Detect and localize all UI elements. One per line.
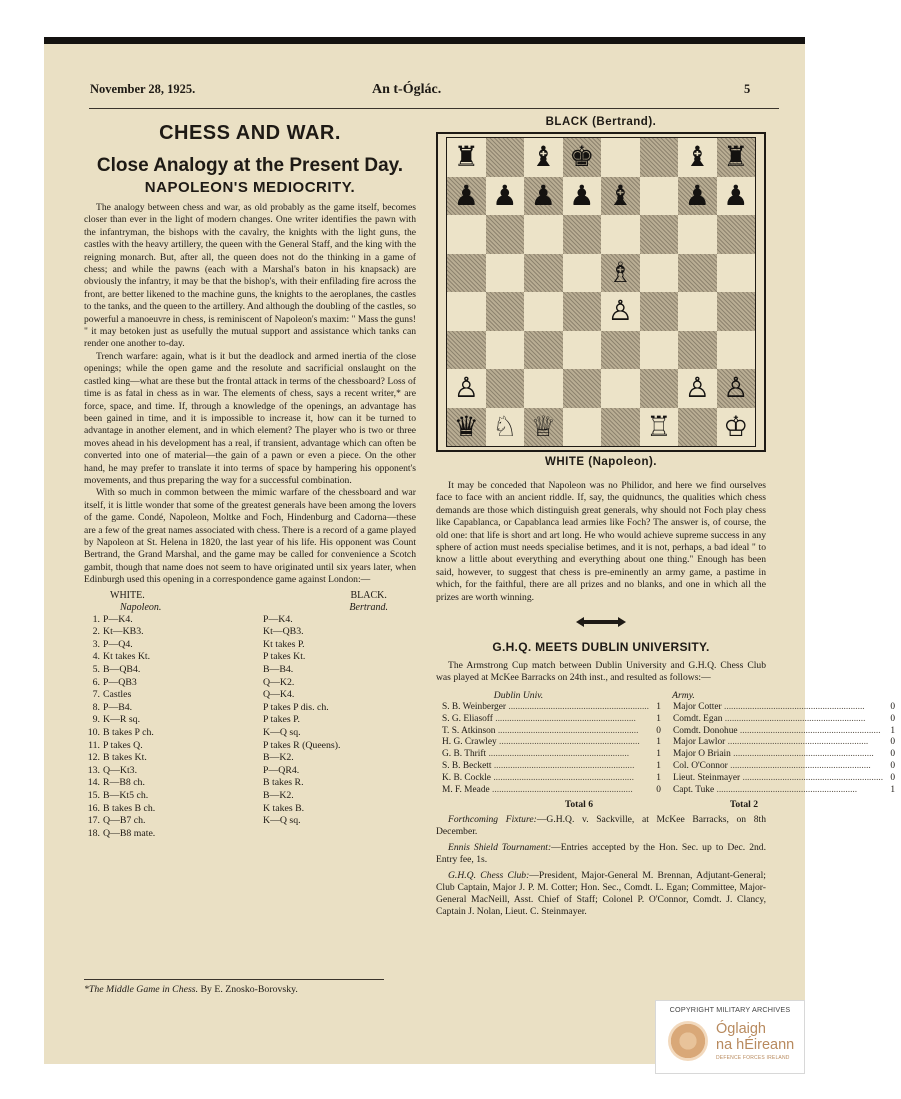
results-totals	[436, 799, 766, 810]
board-square	[486, 177, 525, 216]
fixture-label: Forthcoming Fixture:	[448, 814, 537, 826]
white-move: B takes B ch.	[103, 802, 156, 814]
board-square	[447, 215, 486, 254]
chess-piece-icon: ♜	[723, 140, 749, 174]
board-square	[563, 254, 602, 293]
move-row	[84, 614, 416, 627]
result-row	[673, 714, 895, 726]
board-square	[563, 215, 602, 254]
board-square	[486, 369, 525, 408]
club-text: —President, Major-General M. Brennan, Adjutant-General; Club Captain, Major J. P. M. Cotter; Hon. Sec., Comdt. L. Egan; Committee, Major-General MacNeill, Asst. Chief of Staff; Colonel P. O'Connor, Comdt. J. Clancy, Captain J. Nolan, Lieut. C. Steinmayer.	[436, 870, 766, 918]
chess-piece-icon: ♟	[492, 178, 518, 212]
move-row	[84, 815, 416, 828]
black-move: K—Q sq.	[263, 726, 301, 738]
white-move: Q—B7 ch.	[103, 815, 146, 827]
player-name: Comdt. Donohue .....	[673, 726, 883, 738]
chessboard	[446, 137, 756, 447]
board-square	[640, 177, 679, 216]
board-square	[563, 369, 602, 408]
move-row	[84, 651, 416, 664]
player-name: G. B. Thrift .....	[442, 749, 649, 761]
white-label: WHITE.	[110, 589, 145, 601]
board-white-label: WHITE (Napoleon).	[545, 456, 657, 468]
conclusion-paragraph: It may be conceded that Napoleon was no Philidor, and here we find ourselves face to face with an ancient riddle. If, say, the quidnuncs, the qualities which chess demands are those which distinguish great generals, why should not Foch play chess like Capablanca, or Capablanca lead armies like Foch? The answer is, of course, the old one: that life is short and art long. He who would achieve supreme success in any sphere of action must needs specialise betimes, and it is not, perhaps, a bad ideal " to know a little about everything and everything about one thing." Enough has been said, however, to suggest that chess is pre-eminently an army game, a pastime in which, for the faithful, there are all prizes and no blanks, and one in which all the prizes are worth winning.	[436, 480, 766, 603]
white-move: K—R sq.	[103, 714, 141, 726]
article-subtitle: Close Analogy at the Present Day.	[96, 155, 404, 176]
chess-piece-icon: ♙	[607, 294, 633, 328]
move-row	[84, 803, 416, 816]
player-score: 0	[890, 772, 896, 783]
army-heading: Army.	[672, 690, 695, 702]
player-score: 1	[656, 749, 661, 760]
board-square	[486, 331, 525, 370]
player-score: 0	[890, 713, 896, 724]
player-name: S. G. Eliasoff .....	[442, 714, 649, 726]
watermark-org-name	[716, 1021, 794, 1053]
white-move: Kt takes Kt.	[103, 651, 151, 663]
article-title: CHESS AND WAR.	[159, 122, 341, 144]
black-move: K takes B.	[263, 802, 305, 814]
results-header	[436, 690, 766, 701]
result-row	[673, 702, 895, 714]
board-square	[524, 408, 563, 447]
black-move: B—K2.	[263, 752, 294, 764]
white-move: Kt—KB3.	[103, 626, 144, 638]
player-name: S. B. Beckett .....	[442, 761, 649, 773]
chess-piece-icon: ♟	[569, 178, 595, 212]
result-row	[442, 737, 661, 749]
black-move: Kt—QB3.	[263, 626, 304, 638]
move-row	[84, 689, 416, 702]
board-square	[601, 138, 640, 177]
player-score: 1	[656, 772, 661, 783]
article-paragraph: With so much in common between the mimic warfare of the chessboard and war itself, it is little wonder that some of the greatest generals have been among the lovers of the game. Condé, Napoleon, Moltke and Foch, Hindenburg and Cadorna—these are a few of the great names associated with chess. There is a record of a game played by Napoleon at St. Helena in 1820, the last year of his life. His opponent was Count Bertrand, the Grand Marshal, and the game may be called for convenience a Scotch gambit, though that name does not seem to have originated until six years later, when Edinburgh used this opening in a correspondence game against London:—	[84, 487, 416, 586]
player-name: Lieut. Steinmayer .....	[673, 773, 883, 785]
board-square	[447, 292, 486, 331]
move-number: 5.	[92, 663, 100, 675]
move-row	[84, 777, 416, 790]
result-row	[442, 726, 661, 738]
player-name: K. B. Cockle .....	[442, 773, 649, 785]
move-row	[84, 714, 416, 727]
scan-top-band	[44, 37, 805, 44]
move-number: 2.	[92, 626, 100, 638]
player-score: 0	[890, 702, 896, 713]
left-column	[84, 116, 416, 840]
black-move: B takes R.	[263, 777, 304, 789]
move-number: 17.	[87, 815, 100, 827]
black-move: P takes Kt.	[263, 651, 306, 663]
chess-piece-icon: ♚	[569, 140, 595, 174]
black-move: B—B4.	[263, 663, 294, 675]
move-number: 7.	[92, 689, 100, 701]
article-subhead: NAPOLEON'S MEDIOCRITY.	[144, 179, 356, 196]
move-number: 1.	[92, 613, 100, 625]
board-black-label: BLACK (Bertrand).	[545, 116, 657, 128]
footnote-rule	[84, 979, 384, 980]
result-row	[442, 761, 661, 773]
newspaper-page	[44, 44, 896, 1064]
footnote	[84, 984, 414, 995]
player-name: Major O Briain .....	[673, 749, 883, 761]
board-square	[524, 254, 563, 293]
player-name: H. G. Crawley .....	[442, 737, 649, 749]
board-square	[601, 254, 640, 293]
player-name: Major Cotter .....	[673, 702, 883, 714]
move-number: 8.	[92, 701, 100, 713]
move-row	[84, 702, 416, 715]
move-row	[84, 626, 416, 639]
chess-piece-icon: ♔	[723, 409, 749, 443]
board-square	[563, 292, 602, 331]
board-square	[678, 292, 717, 331]
board-square	[524, 215, 563, 254]
army-results	[667, 702, 901, 796]
white-move: B takes P ch.	[103, 726, 154, 738]
move-row	[84, 727, 416, 740]
watermark-copyright: COPYRIGHT MILITARY ARCHIVES	[669, 1005, 791, 1014]
board-square	[486, 254, 525, 293]
board-square	[447, 254, 486, 293]
board-square	[563, 408, 602, 447]
black-move: P takes R (Queens).	[263, 739, 341, 751]
board-square	[678, 369, 717, 408]
result-row	[673, 773, 895, 785]
result-row	[673, 749, 895, 761]
white-move: R—B8 ch.	[103, 777, 145, 789]
white-move: Castles	[103, 689, 132, 701]
player-score: 1	[656, 761, 661, 772]
white-move: P takes Q.	[103, 739, 143, 751]
results-table	[436, 702, 896, 796]
black-move: Kt takes P.	[263, 638, 305, 650]
army-total: Total 2	[729, 799, 758, 811]
player-score: 1	[890, 725, 896, 736]
issue-date: November 28, 1925.	[90, 82, 196, 96]
board-square	[640, 254, 679, 293]
move-row	[84, 828, 416, 841]
chess-piece-icon: ♝	[684, 140, 710, 174]
white-move: Q—Kt3.	[103, 764, 138, 776]
white-move: B—Kt5 ch.	[103, 789, 149, 801]
fixture-text: —G.H.Q. v. Sackville, at McKee Barracks, on 8th December.	[436, 814, 766, 838]
board-square	[524, 177, 563, 216]
board-square	[486, 292, 525, 331]
move-number: 16.	[87, 802, 100, 814]
result-row	[442, 749, 661, 761]
board-square	[447, 369, 486, 408]
black-move: K—Q sq.	[263, 815, 301, 827]
player-score: 1	[890, 784, 896, 795]
board-square	[717, 331, 756, 370]
player-name: M. F. Meade .....	[442, 785, 649, 797]
board-square	[640, 215, 679, 254]
board-square	[717, 215, 756, 254]
white-move: P—K4.	[103, 613, 133, 625]
board-square	[601, 292, 640, 331]
board-square	[563, 177, 602, 216]
board-square	[678, 331, 717, 370]
board-square	[640, 292, 679, 331]
section-divider-arrow-icon	[436, 614, 766, 632]
chess-piece-icon: ♙	[684, 371, 710, 405]
board-square	[601, 369, 640, 408]
board-square	[447, 177, 486, 216]
move-number: 9.	[92, 714, 100, 726]
chess-piece-icon: ♟	[723, 178, 749, 212]
club-label: G.H.Q. Chess Club:	[448, 870, 530, 882]
club-note	[436, 870, 766, 918]
player-score: 0	[890, 749, 896, 760]
white-move: P—QB3	[103, 676, 137, 688]
move-number: 12.	[87, 752, 100, 764]
board-square	[640, 369, 679, 408]
board-square	[524, 369, 563, 408]
chess-piece-icon: ♘	[492, 409, 518, 443]
player-name: Major Lawlor .....	[673, 737, 883, 749]
board-square	[447, 408, 486, 447]
board-square	[447, 331, 486, 370]
chess-piece-icon: ♖	[646, 409, 672, 443]
player-name: Comdt. Egan .....	[673, 714, 883, 726]
watermark-name-line1: Óglaigh	[716, 1021, 766, 1037]
black-move: B—K2.	[263, 789, 294, 801]
board-square	[524, 292, 563, 331]
black-move: P—QR4.	[263, 764, 300, 776]
move-number: 18.	[87, 827, 100, 839]
chess-piece-icon: ♛	[453, 409, 479, 443]
dublin-heading: Dublin Univ.	[493, 690, 544, 702]
result-row	[673, 761, 895, 773]
move-row	[84, 765, 416, 778]
board-square	[601, 177, 640, 216]
board-square	[717, 369, 756, 408]
white-move: B—QB4.	[103, 663, 141, 675]
move-number: 3.	[92, 638, 100, 650]
chess-piece-icon: ♝	[530, 140, 556, 174]
footnote-author: By E. Znosko-Borovsky.	[200, 984, 298, 995]
board-square	[678, 177, 717, 216]
chess-piece-icon: ♟	[453, 178, 479, 212]
board-square	[640, 138, 679, 177]
board-square	[601, 215, 640, 254]
black-move: P takes P.	[263, 714, 300, 726]
player-score: 0	[656, 784, 661, 795]
board-square	[678, 254, 717, 293]
move-number: 11.	[88, 739, 100, 751]
right-column	[436, 116, 896, 918]
chess-piece-icon: ♝	[607, 178, 633, 212]
ghq-title: G.H.Q. MEETS DUBLIN UNIVERSITY.	[492, 640, 710, 655]
move-number: 6.	[92, 676, 100, 688]
player-name: Col. O'Connor .....	[673, 761, 883, 773]
chess-piece-icon: ♕	[530, 409, 556, 443]
board-square	[640, 408, 679, 447]
player-score: 0	[656, 725, 661, 736]
chessboard-frame	[436, 132, 766, 452]
result-row	[442, 702, 661, 714]
white-move: Q—B8 mate.	[103, 827, 156, 839]
chess-piece-icon: ♟	[684, 178, 710, 212]
move-row	[84, 677, 416, 690]
ghq-intro: The Armstrong Cup match between Dublin University and G.H.Q. Chess Club was played at McKee Barracks on 24th inst., and resulted as follows:—	[436, 660, 766, 684]
player-score: 1	[656, 713, 661, 724]
board-square	[717, 292, 756, 331]
watermark-subtitle: DEFENCE FORCES IRELAND	[716, 1055, 790, 1061]
player-score: 0	[890, 737, 896, 748]
result-row	[673, 726, 895, 738]
white-move: P—Q4.	[103, 638, 133, 650]
player-name: S. B. Weinberger .....	[442, 702, 649, 714]
result-row	[442, 714, 661, 726]
board-square	[717, 254, 756, 293]
player-name: T. S. Atkinson .....	[442, 726, 649, 738]
fixture-note	[436, 814, 766, 838]
result-row	[442, 773, 661, 785]
black-move: Q—K2.	[263, 676, 295, 688]
move-row	[84, 790, 416, 803]
move-number: 13.	[87, 764, 100, 776]
result-row	[673, 785, 895, 797]
board-square	[717, 177, 756, 216]
board-square	[486, 408, 525, 447]
ennis-label: Ennis Shield Tournament:	[448, 842, 552, 854]
result-row	[673, 737, 895, 749]
board-square	[717, 408, 756, 447]
board-square	[678, 408, 717, 447]
board-square	[524, 138, 563, 177]
white-move: B takes Kt.	[103, 752, 147, 764]
move-number: 4.	[92, 651, 100, 663]
chess-piece-icon: ♙	[723, 371, 749, 405]
board-square	[563, 331, 602, 370]
black-move: P takes P dis. ch.	[263, 701, 329, 713]
move-row	[84, 664, 416, 677]
moves-list	[84, 614, 416, 841]
board-square	[601, 408, 640, 447]
ennis-text: —Entries accepted by the Hon. Sec. up to Dec. 2nd. Entry fee, 1s.	[436, 842, 766, 866]
header-rule	[89, 108, 779, 109]
player-score: 0	[890, 761, 896, 772]
watermark-name-line2: na hÉireann	[716, 1037, 795, 1053]
move-row	[84, 740, 416, 753]
board-square	[678, 138, 717, 177]
article-paragraph: Trench warfare: again, what is it but the deadlock and armed inertia of the close openings; while the open game and the resolute and sacrificial onslaught on the castled king—what are these but the frontal attack in terms of the chessboard? Loss of time is as fatal in chess as in war. The elements of chess, says a recent writer,* are force, space, and time. If, through a knowledge of the openings, an advantage has been gained in time, and it is impossible to increase it, how can it be turned to advantage in another element, and in which element? The player who is two or three moves ahead in his development has a real, if transient, advantage which can often be converted into one of material—the gain of a pawn or even a piece. On the other hand, he may prefer to translate it into terms of space by hampering his opponent's movements, and thus preparing the way for a successful combination.	[84, 350, 416, 486]
board-square	[640, 331, 679, 370]
black-move	[263, 828, 416, 841]
board-square	[563, 138, 602, 177]
board-square	[486, 215, 525, 254]
player-name: Capt. Tuke .....	[673, 785, 883, 797]
moves-header	[84, 590, 416, 614]
archive-watermark	[655, 1000, 805, 1074]
black-move: Q—K4.	[263, 689, 295, 701]
board-square	[524, 331, 563, 370]
black-label: BLACK.	[350, 589, 387, 601]
chess-piece-icon: ♙	[453, 371, 479, 405]
player-score: 1	[656, 737, 661, 748]
board-square	[447, 138, 486, 177]
ennis-note	[436, 842, 766, 866]
chess-piece-icon: ♗	[607, 255, 633, 289]
black-player: Bertrand.	[349, 601, 388, 613]
move-number: 15.	[87, 789, 100, 801]
move-row	[84, 639, 416, 652]
board-square	[486, 138, 525, 177]
board-square	[717, 138, 756, 177]
dublin-results	[436, 702, 667, 796]
result-row	[442, 785, 661, 797]
move-number: 10.	[87, 726, 100, 738]
dublin-total: Total 6	[564, 799, 593, 811]
defence-forces-emblem-icon	[668, 1021, 708, 1061]
white-move: P—B4.	[103, 701, 133, 713]
page-number: 5	[744, 82, 751, 96]
board-square	[601, 331, 640, 370]
player-score: 1	[656, 702, 661, 713]
chess-piece-icon: ♟	[530, 178, 556, 212]
article-paragraph: The analogy between chess and war, as old probably as the game itself, becomes closer than ever in the light of modern changes. One writer identifies the pawn with the infantryman, the bishops with the cavalry, the knights with the light guns, the castles with the heavy artillery, the queen with the General Staff, and the king with the reigning monarch. But, after all, the queen does not do the thinking in a game of chess; and while the pawns (each with a Marshal's baton in his knapsack) are obviously the infantry, it may be that the bishop's, with their enfilading fire across the front, are better likened to the machine guns, the knights to the aeroplanes, the castles to the tanks, and the queen to the artillery. And although the doubling of the castles, so powerful a manoeuvre in chess, is reminiscent of Napoleon's maxim: " Mass the guns! " it may betoken just as usefully the mutual support and assistance which tanks can render one another to-day.	[84, 202, 416, 350]
board-square	[678, 215, 717, 254]
white-player: Napoleon.	[120, 601, 162, 613]
footnote-book: *The Middle Game in Chess.	[84, 984, 199, 995]
masthead: An t-Óglác.	[372, 82, 442, 97]
black-move: P—K4.	[263, 613, 293, 625]
move-number: 14.	[87, 777, 100, 789]
chess-piece-icon: ♜	[453, 140, 479, 174]
move-row	[84, 752, 416, 765]
